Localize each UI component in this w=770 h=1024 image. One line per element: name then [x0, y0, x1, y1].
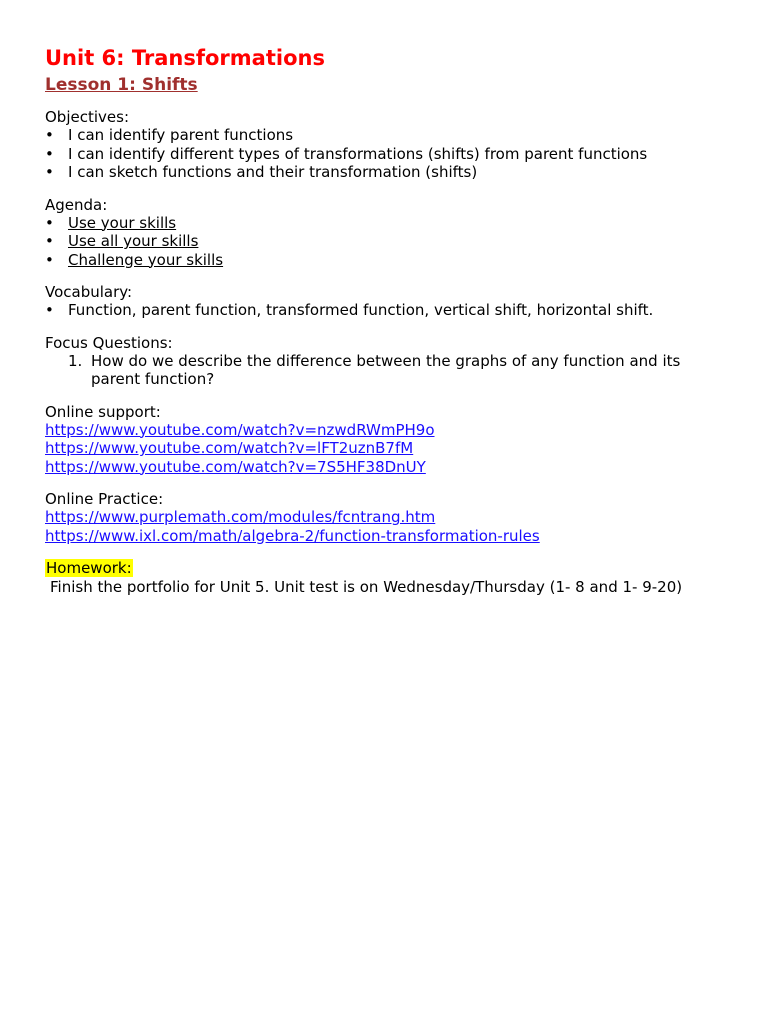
practice-link[interactable]: https://www.purplemath.com/modules/fcntrang.htm — [45, 508, 436, 526]
vocabulary-list — [45, 301, 745, 320]
question-line-2: parent function? — [91, 370, 215, 388]
objective-item: • I can identify parent functions — [45, 126, 294, 144]
homework-text: Finish the portfolio for Unit 5. Unit test is on Wednesday/Thursday (1- 8 and 1- 9-20) — [50, 578, 683, 596]
online-support-section — [45, 403, 745, 477]
question-line-1: How do we describe the difference between the graphs of any function and its — [91, 351, 681, 370]
agenda-section — [45, 196, 745, 270]
focus-questions-section — [45, 334, 745, 389]
vocabulary-section — [45, 283, 745, 320]
lesson-title: Lesson 1: Shifts — [45, 75, 198, 95]
focus-questions-label: Focus Questions: — [45, 333, 173, 352]
online-practice-label: Online Practice: — [45, 490, 164, 508]
homework-label: Homework: — [46, 559, 132, 577]
support-video-link[interactable]: https://www.youtube.com/watch?v=nzwdRWmPH9o — [45, 420, 435, 439]
unit-title: Unit 6: Transformations — [45, 46, 325, 70]
homework-section — [45, 559, 745, 597]
objectives-label: Objectives: — [45, 108, 129, 126]
agenda-link[interactable]: Challenge your skills — [68, 250, 224, 269]
agenda-link[interactable]: Use all your skills — [68, 232, 199, 250]
bullet-icon: • — [45, 232, 54, 250]
agenda-label: Agenda: — [45, 195, 108, 214]
agenda-item — [45, 214, 745, 233]
bullet-icon: • — [45, 126, 54, 144]
support-video-link[interactable]: https://www.youtube.com/watch?v=7S5HF38DnUY — [45, 457, 426, 476]
agenda-item — [45, 232, 745, 251]
online-practice-section — [45, 490, 745, 545]
support-video-link[interactable]: https://www.youtube.com/watch?v=lFT2uznB7fM — [45, 439, 414, 457]
vocabulary-label: Vocabulary: — [45, 283, 133, 301]
practice-link[interactable]: https://www.ixl.com/math/algebra-2/function-transformation-rules — [45, 526, 540, 545]
lesson-document — [45, 44, 745, 611]
focus-questions-list — [45, 352, 745, 389]
bullet-icon: • — [45, 301, 54, 319]
bullet-icon: • — [45, 163, 54, 181]
agenda-item — [45, 251, 745, 270]
focus-question-item — [45, 352, 745, 389]
bullet-icon: • — [45, 250, 54, 269]
objective-item: • I can identify different types of transformations (shifts) from parent functions — [45, 144, 648, 163]
online-support-label: Online support: — [45, 402, 161, 421]
bullet-icon: • — [45, 144, 54, 163]
agenda-link[interactable]: Use your skills — [68, 213, 177, 232]
agenda-list — [45, 214, 745, 270]
objectives-section — [45, 108, 745, 182]
objectives-list — [45, 126, 745, 182]
objective-item: • I can sketch functions and their transformation (shifts) — [45, 163, 478, 181]
question-number: 1. — [68, 351, 83, 370]
bullet-icon: • — [45, 213, 54, 232]
vocabulary-item: • Function, parent function, transformed function, vertical shift, horizontal shift. — [45, 301, 654, 319]
